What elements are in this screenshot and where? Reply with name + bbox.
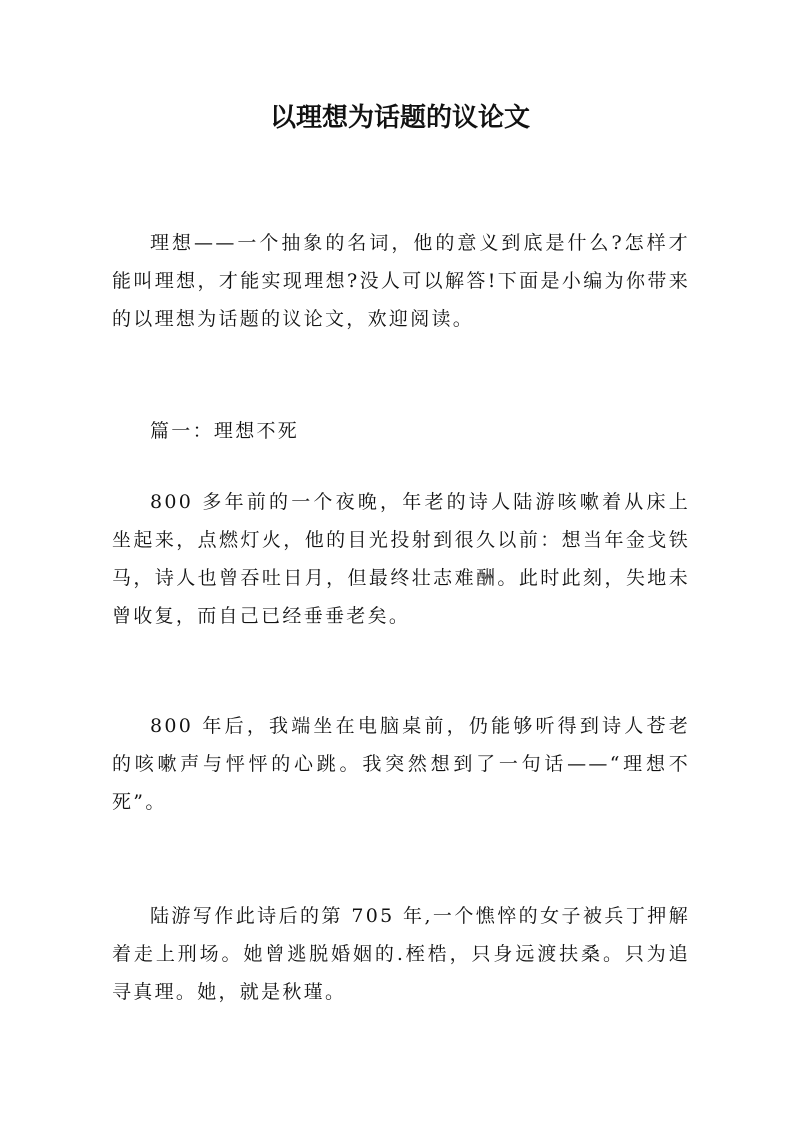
section-heading: 篇一：理想不死 xyxy=(150,420,300,442)
body-paragraph: 800 多年前的一个夜晚，年老的诗人陆游咳嗽着从床上坐起来，点燃灯火，他的目光投射到很久以前：想当年金戈铁马，诗人也曾吞吐日月，但最终壮志难酬。此时此刻，失地未曾收复，而自己已经垂垂老矣。 xyxy=(112,491,690,627)
body-paragraph: 800 年后，我端坐在电脑桌前，仍能够听得到诗人苍老的咳嗽声与怦怦的心跳。我突然想到了一句话——“理想不死”。 xyxy=(112,715,690,813)
intro-paragraph: 理想——一个抽象的名词，他的意义到底是什么?怎样才能叫理想，才能实现理想?没人可以解答!下面是小编为你带来的以理想为话题的议论文，欢迎阅读。 xyxy=(112,232,690,330)
body-paragraph: 陆游写作此诗后的第 705 年,一个憔悴的女子被兵丁押解着走上刑场。她曾逃脱婚姻的.桎梏，只身远渡扶桑。只为追寻真理。她，就是秋瑾。 xyxy=(112,905,690,1003)
document-title: 以理想为话题的议论文 xyxy=(269,103,530,133)
